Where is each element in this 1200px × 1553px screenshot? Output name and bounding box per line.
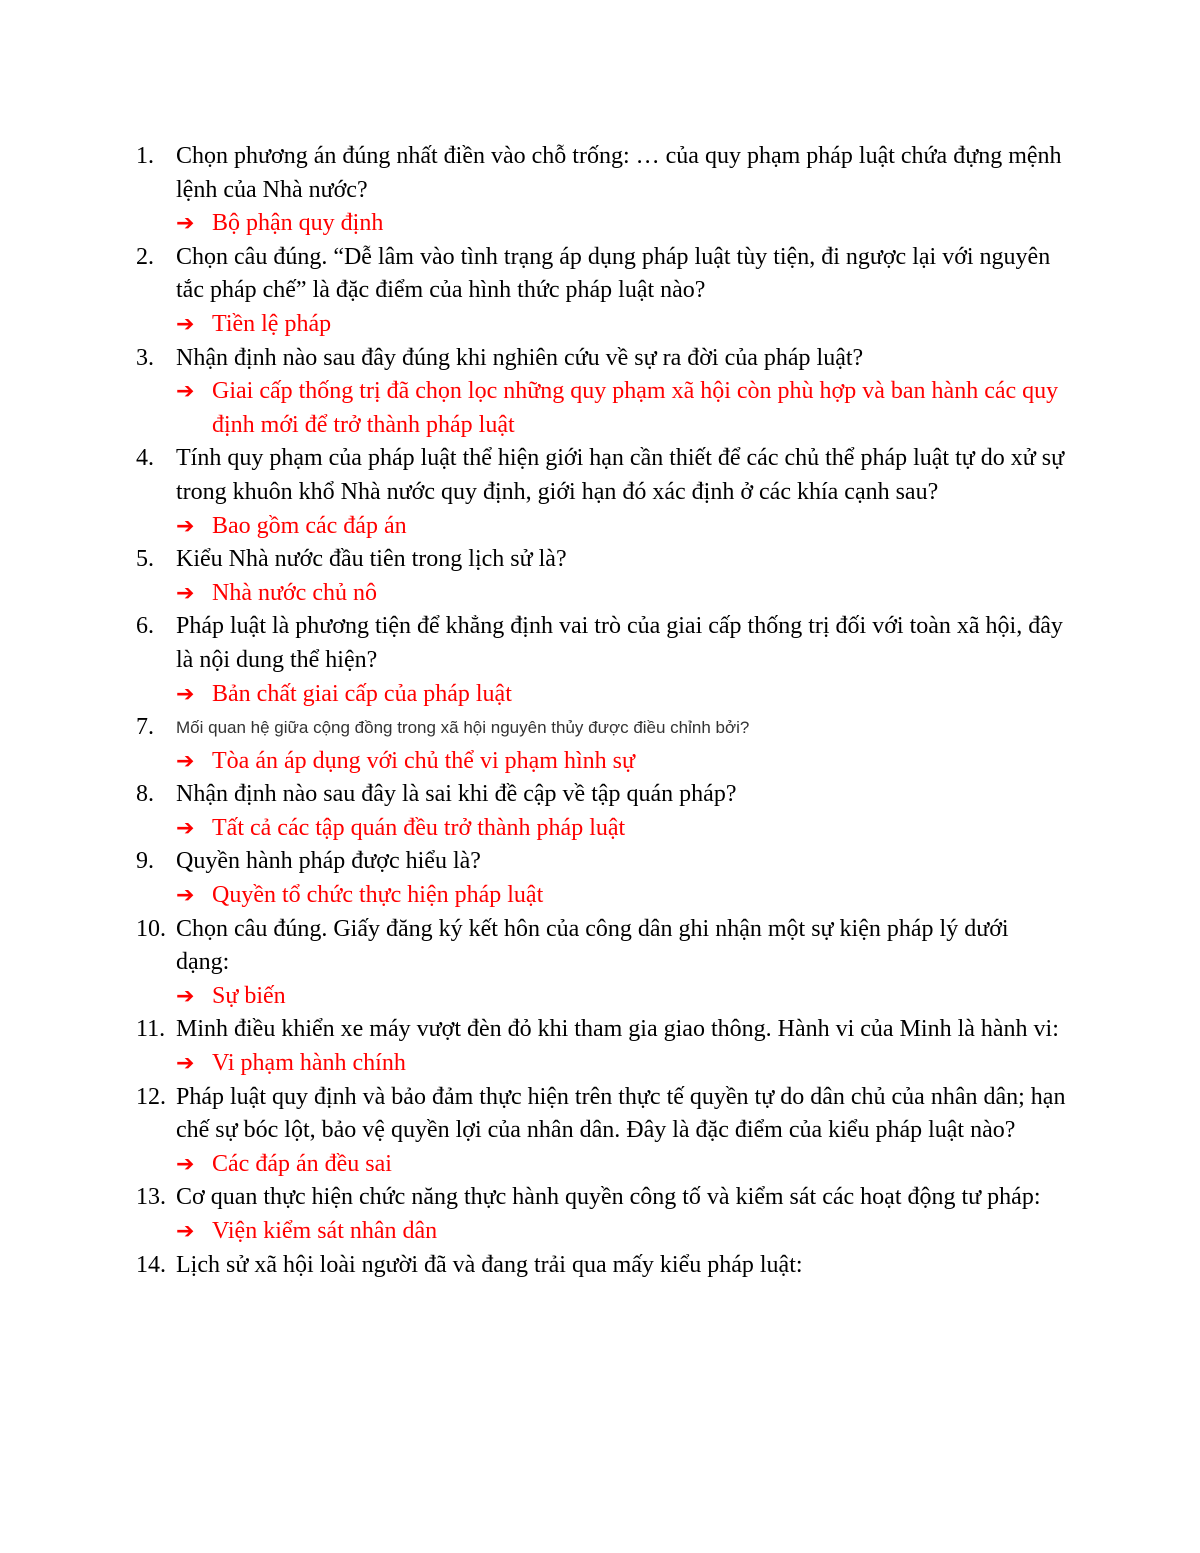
question-text: Chọn câu đúng. Giấy đăng ký kết hôn của công dân ghi nhận một sự kiện pháp lý dưới dạng: xyxy=(176,915,1009,976)
answer xyxy=(176,1215,1066,1249)
arrow-right-icon: ➔ xyxy=(176,1151,195,1177)
question-list xyxy=(136,140,1066,1282)
question-item xyxy=(136,913,1066,1014)
question-number: 12. xyxy=(136,1083,166,1110)
question-number: 11. xyxy=(136,1016,166,1043)
question-text: Nhận định nào sau đây đúng khi nghiên cứu về sự ra đời của pháp luật? xyxy=(176,344,864,371)
question-number: 6. xyxy=(136,613,154,640)
question-number: 14. xyxy=(136,1251,166,1278)
answer xyxy=(176,745,1066,779)
answer xyxy=(176,577,1066,611)
answer-text: Bộ phận quy định xyxy=(212,210,384,237)
question-number: 3. xyxy=(136,344,154,371)
question-item xyxy=(136,1181,1066,1248)
question-item xyxy=(136,342,1066,443)
arrow-right-icon: ➔ xyxy=(176,748,195,774)
question-number: 4. xyxy=(136,445,154,472)
answer xyxy=(176,375,1066,442)
answer xyxy=(176,678,1066,712)
question-item xyxy=(136,543,1066,610)
arrow-right-icon: ➔ xyxy=(176,983,195,1009)
arrow-right-icon: ➔ xyxy=(176,580,195,606)
answer xyxy=(176,207,1066,241)
answer-text: Quyền tổ chức thực hiện pháp luật xyxy=(212,882,544,909)
question-item xyxy=(136,610,1066,711)
answer-text: Các đáp án đều sai xyxy=(212,1150,392,1177)
question-number: 7. xyxy=(136,714,154,741)
question-number: 8. xyxy=(136,781,154,808)
question-number: 10. xyxy=(136,915,166,942)
question-item xyxy=(136,241,1066,342)
question-item xyxy=(136,1081,1066,1182)
question-text: Tính quy phạm của pháp luật thể hiện giới hạn cần thiết để các chủ thể pháp luật tự do xử sự trong khuôn khổ Nhà nước quy định, giới hạn đó xác định ở các khía cạnh sau? xyxy=(176,445,1065,505)
question-item xyxy=(136,845,1066,912)
answer xyxy=(176,1047,1066,1081)
answer xyxy=(176,879,1066,913)
arrow-right-icon: ➔ xyxy=(176,1051,195,1077)
answer xyxy=(176,980,1066,1014)
answer xyxy=(176,1148,1066,1182)
answer-text: Tiền lệ pháp xyxy=(212,310,332,337)
question-text: Cơ quan thực hiện chức năng thực hành quyền công tố và kiểm sát các hoạt động tư pháp: xyxy=(176,1184,1041,1211)
question-number: 9. xyxy=(136,848,154,875)
question-text: Chọn câu đúng. “Dễ lâm vào tình trạng áp dụng pháp luật tùy tiện, đi ngược lại với nguyên tắc pháp chế” là đặc điểm của hình thức pháp luật nào? xyxy=(176,243,1051,304)
answer-text: Giai cấp thống trị đã chọn lọc những quy phạm xã hội còn phù hợp và ban hành các quy định mới để trở thành pháp luật xyxy=(212,378,1059,438)
arrow-right-icon: ➔ xyxy=(176,883,195,909)
question-item xyxy=(136,140,1066,241)
question-number: 13. xyxy=(136,1184,166,1211)
answer xyxy=(176,510,1066,544)
arrow-right-icon: ➔ xyxy=(176,681,195,707)
question-number: 2. xyxy=(136,243,154,270)
question-number: 1. xyxy=(136,143,154,169)
question-text: Mối quan hệ giữa cộng đồng trong xã hội nguyên thủy được điều chỉnh bởi? xyxy=(176,718,750,738)
question-text: Pháp luật quy định và bảo đảm thực hiện trên thực tế quyền tự do dân chủ của nhân dân; hạn chế sự bóc lột, bảo vệ quyền lợi của nhân dân. Đây là đặc điểm của kiểu pháp luật nào? xyxy=(176,1083,1066,1144)
question-text: Quyền hành pháp được hiểu là? xyxy=(176,848,481,875)
question-text: Kiểu Nhà nước đầu tiên trong lịch sử là? xyxy=(176,546,567,573)
arrow-right-icon: ➔ xyxy=(176,1219,195,1244)
arrow-right-icon: ➔ xyxy=(176,379,195,405)
question-text: Minh điều khiển xe máy vượt đèn đỏ khi tham gia giao thông. Hành vi của Minh là hành vi: xyxy=(176,1016,1059,1043)
question-text: Nhận định nào sau đây là sai khi đề cập về tập quán pháp? xyxy=(176,781,737,808)
answer-text: Nhà nước chủ nô xyxy=(212,579,377,606)
answer-text: Viện kiểm sát nhân dân xyxy=(212,1218,438,1244)
answer-text: Bản chất giai cấp của pháp luật xyxy=(212,680,512,707)
answer xyxy=(176,812,1066,846)
question-item xyxy=(136,1013,1066,1080)
answer-text: Tòa án áp dụng với chủ thể vi phạm hình sự xyxy=(212,747,635,774)
answer-text: Vi phạm hành chính xyxy=(212,1050,406,1077)
question-text: Lịch sử xã hội loài người đã và đang trải qua mấy kiểu pháp luật: xyxy=(176,1251,803,1278)
question-text: Chọn phương án đúng nhất điền vào chỗ trống: … của quy phạm pháp luật chứa đựng mệnh lệnh của Nhà nước? xyxy=(176,143,1062,203)
question-item xyxy=(136,711,1066,778)
question-number: 5. xyxy=(136,546,154,573)
arrow-right-icon: ➔ xyxy=(176,311,195,337)
question-item xyxy=(136,1249,1066,1283)
question-item xyxy=(136,778,1066,845)
question-text: Pháp luật là phương tiện để khẳng định vai trò của giai cấp thống trị đối với toàn xã hội, đây là nội dung thể hiện? xyxy=(176,613,1063,673)
arrow-right-icon: ➔ xyxy=(176,815,195,841)
answer-text: Sự biến xyxy=(212,982,286,1009)
arrow-right-icon: ➔ xyxy=(176,513,195,539)
answer xyxy=(176,308,1066,342)
answer-text: Tất cả các tập quán đều trở thành pháp luật xyxy=(212,814,626,841)
question-item xyxy=(136,442,1066,543)
answer-text: Bao gồm các đáp án xyxy=(212,512,407,539)
arrow-right-icon: ➔ xyxy=(176,211,195,237)
